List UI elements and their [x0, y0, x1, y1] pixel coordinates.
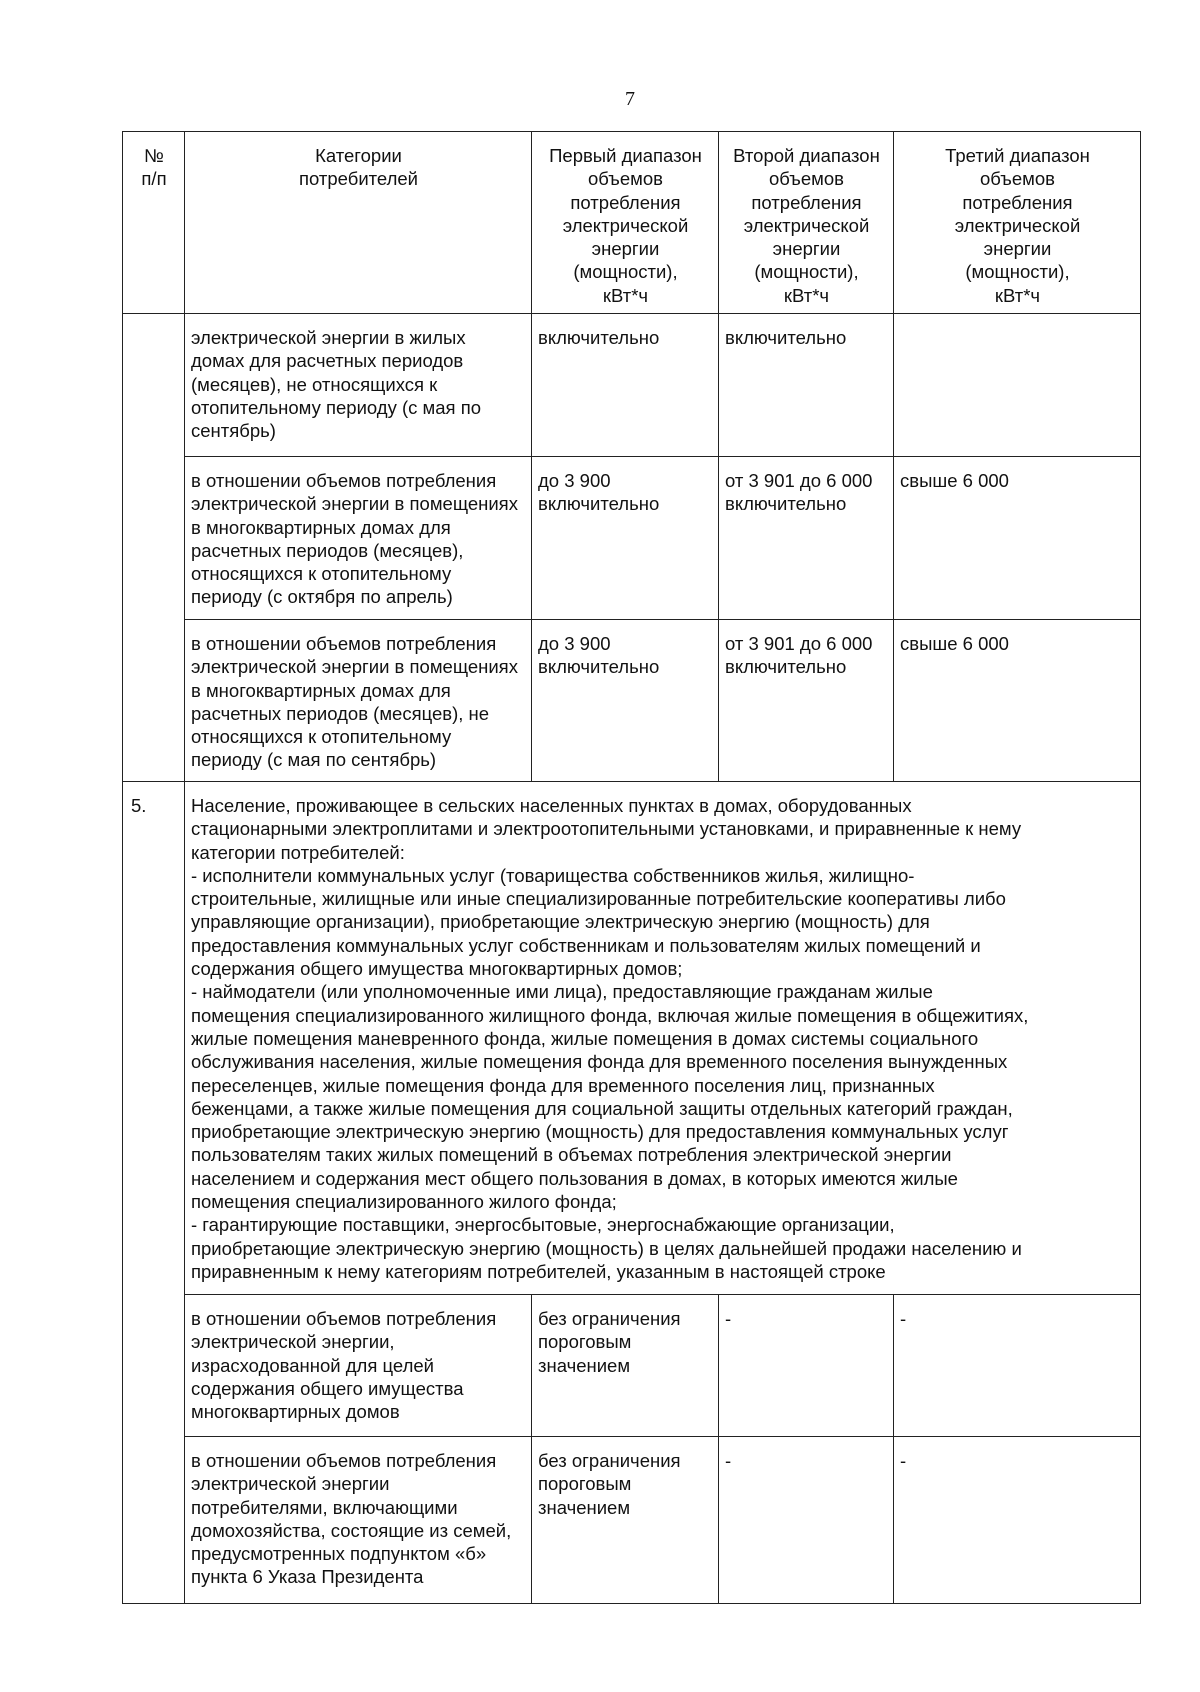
- row-category: в отношении объемов потребления электрической энергии в помещениях в многоквартирных домах для расчетных периодов (месяцев), относящихся к отопительному периоду (с октября по апрель): [185, 457, 532, 620]
- row-num-cell: [123, 457, 185, 620]
- section-5-description: Население, проживающее в сельских населенных пунктах в домах, оборудованных стационарными электроплитами и электроотопительными установками, и приравненные к нему категории потребителей: - исполнители коммунальных услуг (товарищества собственников жилья, жилищно- строительные, жилищные или иные специализированные потребительские кооперативы либо управляющие организации), приобретающие электрическую энергию (мощность) для предоставления коммунальных услуг собственникам и пользователям жилых помещений и содержания общего имущества многоквартирных домов; - наймодатели (или уполномоченные ими лица), предоставляющие гражданам жилые помещения специализированного жилищного фонда, включая жилые помещения в общежитиях, жилые помещения маневренного фонда, жилые помещения в домах системы социального обслуживания населения, жилые помещения фонда для временного поселения вынужденных переселенцев, жилые помещения фонда для временного поселения лиц, признанных беженцами, а также жилые помещения для социальной защиты отдельных категорий граждан, приобретающие электрическую энергию (мощность) для предоставления коммунальных услуг пользователям таких жилых помещений в объемах потребления электрической энергии населением и содержания мест общего пользования в домах, в которых имеются жилые помещения специализированного жилого фонда; - гарантирующие поставщики, энергосбытовые, энергоснабжающие организации, приобретающие электрическую энергию (мощность) в целях дальнейшей продажи населению и приравненным к нему категориям потребителей, указанным в настоящей строке: [185, 782, 1141, 1295]
- row-range-3: свыше 6 000: [894, 457, 1141, 620]
- header-num: № п/п: [123, 132, 185, 314]
- header-range-3: Третий диапазон объемов потребления электрической энергии (мощности), кВт*ч: [894, 132, 1141, 314]
- row-range-3: -: [894, 1437, 1141, 1604]
- row-range-1: до 3 900 включительно: [532, 620, 719, 782]
- row-category: электрической энергии в жилых домах для расчетных периодов (месяцев), не относящихся к отопительному периоду (с мая по сентябрь): [185, 314, 532, 457]
- row-range-1: без ограничения пороговым значением: [532, 1437, 719, 1604]
- row-range-3: [894, 314, 1141, 457]
- row-range-1: без ограничения пороговым значением: [532, 1295, 719, 1437]
- section-5-number: 5.: [123, 782, 185, 1295]
- header-category: Категории потребителей: [185, 132, 532, 314]
- row-range-2: -: [719, 1437, 894, 1604]
- row-num-cell: [123, 620, 185, 782]
- row-category: в отношении объемов потребления электрической энергии в помещениях в многоквартирных домах для расчетных периодов (месяцев), не относящихся к отопительному периоду (с мая по сентябрь): [185, 620, 532, 782]
- section-5-row: [123, 782, 1141, 1295]
- table-row: [123, 457, 1141, 620]
- row-range-2: включительно: [719, 314, 894, 457]
- consumer-tariff-table: [122, 131, 1141, 1604]
- row-category: в отношении объемов потребления электрической энергии, израсходованной для целей содержания общего имущества многоквартирных домов: [185, 1295, 532, 1437]
- row-range-1: до 3 900 включительно: [532, 457, 719, 620]
- row-num-cell: [123, 1295, 185, 1437]
- table-row: [123, 1437, 1141, 1604]
- table-row: [123, 314, 1141, 457]
- row-range-3: -: [894, 1295, 1141, 1437]
- row-range-2: -: [719, 1295, 894, 1437]
- table-row: [123, 1295, 1141, 1437]
- row-range-1: включительно: [532, 314, 719, 457]
- row-num-cell: [123, 1437, 185, 1604]
- page-number: 7: [625, 88, 635, 110]
- header-range-2: Второй диапазон объемов потребления электрической энергии (мощности), кВт*ч: [719, 132, 894, 314]
- table-header-row: [123, 132, 1141, 314]
- header-range-1: Первый диапазон объемов потребления электрической энергии (мощности), кВт*ч: [532, 132, 719, 314]
- table-row: [123, 620, 1141, 782]
- row-range-2: от 3 901 до 6 000 включительно: [719, 457, 894, 620]
- row-category: в отношении объемов потребления электрической энергии потребителями, включающими домохозяйства, состоящие из семей, предусмотренных подпунктом «б» пункта 6 Указа Президента: [185, 1437, 532, 1604]
- row-range-2: от 3 901 до 6 000 включительно: [719, 620, 894, 782]
- row-range-3: свыше 6 000: [894, 620, 1141, 782]
- row-num-cell: [123, 314, 185, 457]
